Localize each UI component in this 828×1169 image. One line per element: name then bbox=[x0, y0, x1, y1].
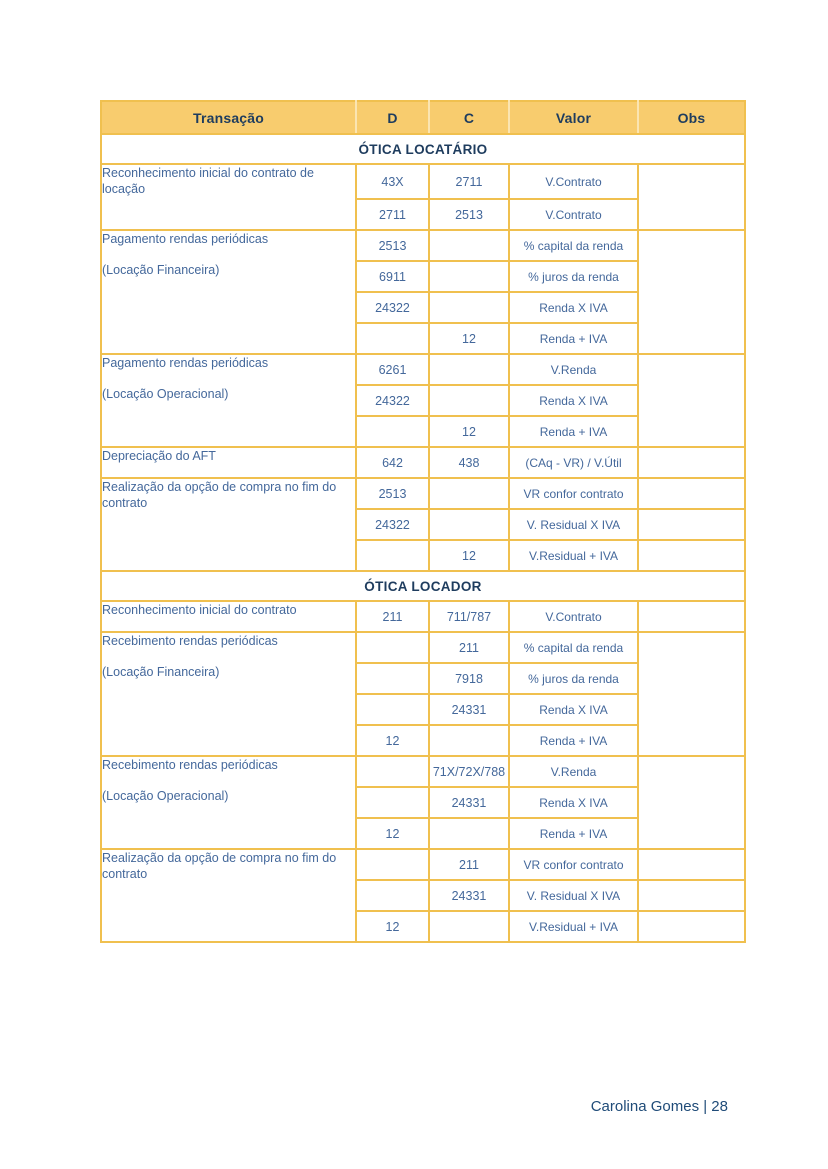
obs-cell bbox=[638, 601, 745, 632]
column-header-debit: D bbox=[356, 101, 429, 134]
obs-cell bbox=[638, 230, 745, 354]
debit-cell: 43X bbox=[356, 164, 429, 199]
credit-cell bbox=[429, 911, 509, 942]
credit-cell bbox=[429, 230, 509, 261]
transaction-label-line: (Locação Operacional) bbox=[102, 789, 229, 803]
valor-cell: V.Renda bbox=[509, 756, 638, 787]
debit-cell bbox=[356, 540, 429, 571]
table-row bbox=[101, 849, 745, 880]
transaction-label bbox=[101, 230, 356, 354]
column-header-valor: Valor bbox=[509, 101, 638, 134]
credit-cell: 2513 bbox=[429, 199, 509, 230]
valor-cell: Renda X IVA bbox=[509, 694, 638, 725]
credit-cell: 711/787 bbox=[429, 601, 509, 632]
valor-cell: Renda + IVA bbox=[509, 416, 638, 447]
valor-cell: (CAq - VR) / V.Útil bbox=[509, 447, 638, 478]
obs-cell bbox=[638, 880, 745, 911]
table-row bbox=[101, 601, 745, 632]
valor-cell: Renda + IVA bbox=[509, 323, 638, 354]
table-row bbox=[101, 632, 745, 663]
table-body bbox=[101, 134, 745, 942]
debit-cell bbox=[356, 632, 429, 663]
valor-cell: V. Residual X IVA bbox=[509, 880, 638, 911]
transaction-label bbox=[101, 849, 356, 942]
obs-cell bbox=[638, 540, 745, 571]
table-row bbox=[101, 164, 745, 199]
debit-cell: 24322 bbox=[356, 509, 429, 540]
section-title: ÓTICA LOCADOR bbox=[101, 571, 745, 601]
table-row bbox=[101, 447, 745, 478]
debit-cell: 211 bbox=[356, 601, 429, 632]
table-row bbox=[101, 756, 745, 787]
table-row bbox=[101, 478, 745, 509]
credit-cell bbox=[429, 261, 509, 292]
debit-cell: 6261 bbox=[356, 354, 429, 385]
transactions-table bbox=[100, 100, 746, 943]
credit-cell: 71X/72X/788 bbox=[429, 756, 509, 787]
credit-cell bbox=[429, 292, 509, 323]
debit-cell bbox=[356, 323, 429, 354]
obs-cell bbox=[638, 447, 745, 478]
transaction-label-line: Reconhecimento inicial do contrato de locação bbox=[102, 166, 314, 196]
transaction-label-line: Realização da opção de compra no fim do contrato bbox=[102, 851, 337, 881]
valor-cell: % capital da renda bbox=[509, 632, 638, 663]
obs-cell bbox=[638, 478, 745, 509]
debit-cell: 12 bbox=[356, 911, 429, 942]
valor-cell: VR confor contrato bbox=[509, 849, 638, 880]
credit-cell bbox=[429, 385, 509, 416]
valor-cell: VR confor contrato bbox=[509, 478, 638, 509]
debit-cell: 2711 bbox=[356, 199, 429, 230]
transaction-label-line: Depreciação do AFT bbox=[102, 449, 216, 463]
column-header-obs: Obs bbox=[638, 101, 745, 134]
debit-cell: 12 bbox=[356, 725, 429, 756]
valor-cell: V.Contrato bbox=[509, 199, 638, 230]
debit-cell bbox=[356, 849, 429, 880]
table-header bbox=[101, 101, 745, 134]
obs-cell bbox=[638, 756, 745, 849]
column-header-transacao: Transação bbox=[101, 101, 356, 134]
credit-cell: 211 bbox=[429, 632, 509, 663]
credit-cell: 24331 bbox=[429, 880, 509, 911]
credit-cell: 2711 bbox=[429, 164, 509, 199]
credit-cell: 211 bbox=[429, 849, 509, 880]
transaction-label bbox=[101, 478, 356, 571]
obs-cell bbox=[638, 911, 745, 942]
obs-cell bbox=[638, 164, 745, 230]
transaction-label-line: Reconhecimento inicial do contrato bbox=[102, 603, 297, 617]
debit-cell: 642 bbox=[356, 447, 429, 478]
credit-cell: 12 bbox=[429, 323, 509, 354]
obs-cell bbox=[638, 632, 745, 756]
debit-cell: 12 bbox=[356, 818, 429, 849]
valor-cell: % juros da renda bbox=[509, 261, 638, 292]
valor-cell: % capital da renda bbox=[509, 230, 638, 261]
debit-cell: 6911 bbox=[356, 261, 429, 292]
credit-cell: 438 bbox=[429, 447, 509, 478]
obs-cell bbox=[638, 354, 745, 447]
transaction-label-line: (Locação Operacional) bbox=[102, 387, 229, 401]
valor-cell: Renda + IVA bbox=[509, 725, 638, 756]
valor-cell: V.Contrato bbox=[509, 601, 638, 632]
section-title: ÓTICA LOCATÁRIO bbox=[101, 134, 745, 164]
debit-cell: 2513 bbox=[356, 230, 429, 261]
obs-cell bbox=[638, 849, 745, 880]
valor-cell: Renda X IVA bbox=[509, 292, 638, 323]
credit-cell: 7918 bbox=[429, 663, 509, 694]
debit-cell bbox=[356, 756, 429, 787]
valor-cell: Renda + IVA bbox=[509, 818, 638, 849]
transaction-label-line: (Locação Financeira) bbox=[102, 263, 220, 277]
transaction-label bbox=[101, 447, 356, 478]
transaction-label-line: Recebimento rendas periódicas bbox=[102, 634, 278, 648]
table-row bbox=[101, 354, 745, 385]
credit-cell bbox=[429, 354, 509, 385]
debit-cell: 24322 bbox=[356, 385, 429, 416]
valor-cell: Renda X IVA bbox=[509, 787, 638, 818]
transaction-label bbox=[101, 164, 356, 230]
debit-cell: 2513 bbox=[356, 478, 429, 509]
debit-cell bbox=[356, 663, 429, 694]
transaction-label bbox=[101, 601, 356, 632]
transaction-label-line: Pagamento rendas periódicas bbox=[102, 232, 269, 246]
debit-cell bbox=[356, 416, 429, 447]
credit-cell bbox=[429, 818, 509, 849]
valor-cell: V.Residual + IVA bbox=[509, 911, 638, 942]
valor-cell: V.Residual + IVA bbox=[509, 540, 638, 571]
credit-cell bbox=[429, 509, 509, 540]
transaction-label-line: (Locação Financeira) bbox=[102, 665, 220, 679]
column-header-credit: C bbox=[429, 101, 509, 134]
valor-cell: % juros da renda bbox=[509, 663, 638, 694]
valor-cell: Renda X IVA bbox=[509, 385, 638, 416]
table-row bbox=[101, 230, 745, 261]
credit-cell: 24331 bbox=[429, 694, 509, 725]
valor-cell: V. Residual X IVA bbox=[509, 509, 638, 540]
section-row bbox=[101, 134, 745, 164]
credit-cell: 12 bbox=[429, 416, 509, 447]
obs-cell bbox=[638, 509, 745, 540]
credit-cell bbox=[429, 725, 509, 756]
valor-cell: V.Renda bbox=[509, 354, 638, 385]
valor-cell: V.Contrato bbox=[509, 164, 638, 199]
transaction-label bbox=[101, 632, 356, 756]
transaction-label-line: Realização da opção de compra no fim do contrato bbox=[102, 480, 337, 510]
credit-cell: 24331 bbox=[429, 787, 509, 818]
transaction-label bbox=[101, 354, 356, 447]
section-row bbox=[101, 571, 745, 601]
page-footer: Carolina Gomes | 28 bbox=[590, 1098, 728, 1115]
debit-cell bbox=[356, 787, 429, 818]
transaction-label-line: Recebimento rendas periódicas bbox=[102, 758, 278, 772]
transaction-label-line: Pagamento rendas periódicas bbox=[102, 356, 269, 370]
transaction-label bbox=[101, 756, 356, 849]
debit-cell: 24322 bbox=[356, 292, 429, 323]
credit-cell: 12 bbox=[429, 540, 509, 571]
debit-cell bbox=[356, 880, 429, 911]
credit-cell bbox=[429, 478, 509, 509]
debit-cell bbox=[356, 694, 429, 725]
